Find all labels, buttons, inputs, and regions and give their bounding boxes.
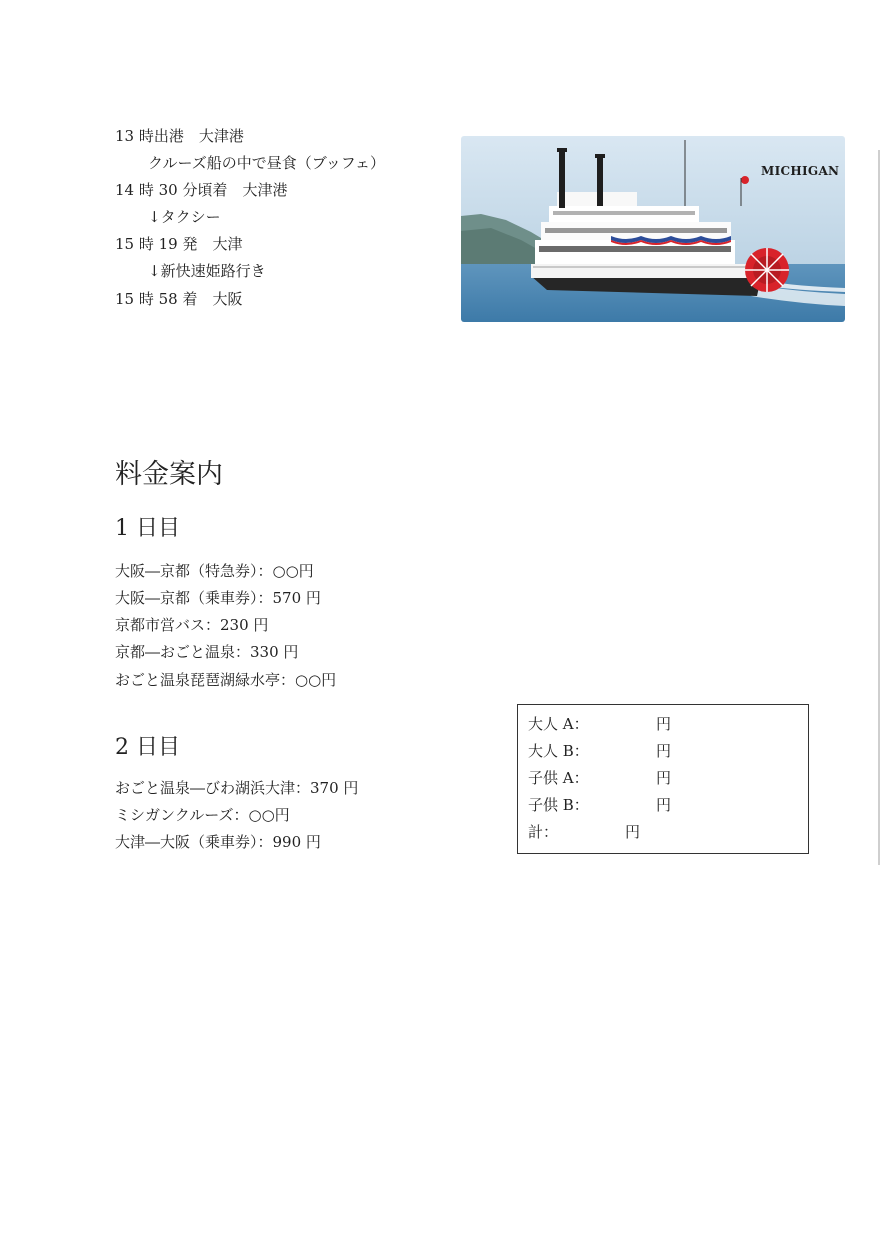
fare-row-label: 大人 B：	[528, 742, 589, 760]
schedule-line-2: クルーズ船の中で昼食（ブッフェ）	[148, 154, 386, 172]
schedule-line-7: 15 時 58 着 大阪	[115, 290, 243, 308]
schedule-line-1: 13 時出港 大津港	[115, 127, 244, 145]
schedule-line-5: 15 時 19 発 大津	[115, 235, 243, 253]
schedule-line-4: ↓タクシー	[148, 208, 221, 226]
fare-row-label: 大人 A：	[528, 715, 589, 733]
fare-row-label: 子供 B：	[528, 796, 589, 814]
day2-heading: 2 日目	[115, 735, 180, 760]
fare-total-box	[517, 704, 809, 854]
day1-item-1: 大阪―京都（特急券）：○○円	[115, 562, 314, 580]
day2-item-1: おごと温泉―びわ湖浜大津：370 円	[115, 779, 359, 797]
page-edge-line	[878, 150, 880, 865]
fare-row-unit: 円	[656, 796, 672, 814]
schedule-line-3: 14 時 30 分頃着 大津港	[115, 181, 288, 199]
fare-row-unit: 円	[656, 742, 672, 760]
day2-item-2: ミシガンクルーズ：○○円	[115, 806, 290, 824]
day1-item-2: 大阪―京都（乗車券）：570 円	[115, 589, 321, 607]
fare-row-unit: 円	[656, 715, 672, 733]
day1-item-3: 京都市営バス：230 円	[115, 616, 269, 634]
ship-name-label: MICHIGAN	[761, 164, 840, 178]
fare-row-unit: 円	[656, 769, 672, 787]
day1-heading: 1 日目	[115, 516, 180, 541]
schedule-line-6: ↓新快速姫路行き	[148, 262, 266, 280]
fare-title: 料金案内	[115, 459, 223, 490]
day1-item-4: 京都―おごと温泉：330 円	[115, 643, 299, 661]
day1-item-5: おごと温泉琵琶湖緑水亭：○○円	[115, 671, 337, 689]
fare-total-unit: 円	[625, 823, 641, 841]
fare-row-label: 子供 A：	[528, 769, 589, 787]
cruise-ship-photo	[461, 136, 845, 322]
fare-total-label: 計：	[528, 823, 559, 841]
day2-item-3: 大津―大阪（乗車券）：990 円	[115, 833, 321, 851]
